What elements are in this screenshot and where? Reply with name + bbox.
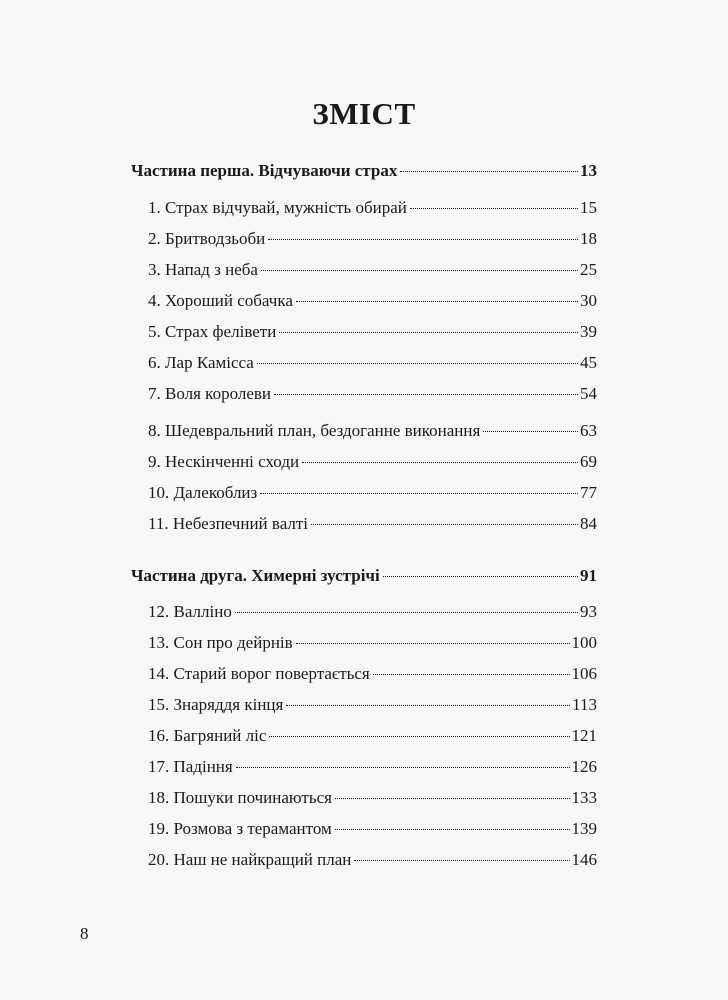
toc-entry-label: 11. Небезпечний валті	[148, 514, 309, 533]
toc-entry-label: 9. Нескінченні сходи	[148, 452, 300, 471]
toc-page-number: 91	[580, 566, 597, 585]
toc-entry	[148, 725, 597, 747]
toc-part-label: Частина перша. Відчуваючи страх	[131, 161, 398, 180]
toc-entry	[148, 197, 597, 219]
toc-entry	[148, 694, 597, 716]
toc-entry	[148, 321, 597, 343]
toc-entry	[148, 482, 597, 504]
toc-entry-label: 4. Хороший собачка	[148, 291, 293, 310]
dot-leader	[483, 431, 578, 432]
toc-page-number: 106	[571, 664, 597, 683]
dot-leader	[236, 767, 570, 768]
toc-page-number: 139	[571, 819, 597, 838]
toc-entry-label: 1. Страх відчувай, мужність обирай	[148, 198, 407, 217]
dot-leader	[274, 394, 578, 395]
page-title: ЗМІСТ	[312, 96, 416, 131]
toc-page-number: 13	[580, 161, 597, 180]
toc-entry-label: 19. Розмова з терамантом	[148, 819, 332, 838]
dot-leader	[383, 576, 578, 577]
toc-entry	[148, 352, 597, 374]
toc-part-label: Частина друга. Химерні зустрічі	[131, 566, 380, 585]
toc-entry-label: 17. Падіння	[148, 757, 233, 776]
dot-leader	[296, 643, 570, 644]
toc-entry	[148, 383, 597, 405]
dot-leader	[257, 363, 578, 364]
dot-leader	[410, 208, 578, 209]
toc-page-number: 100	[571, 633, 597, 652]
toc-entry	[148, 818, 597, 840]
dot-leader	[261, 270, 578, 271]
dot-leader	[268, 239, 578, 240]
toc-page-number: 146	[571, 850, 597, 869]
toc-entry-label: 18. Пошуки починаються	[148, 788, 332, 807]
toc-page-number: 133	[571, 788, 597, 807]
dot-leader	[400, 171, 578, 172]
toc-entry-label: 5. Страх фелівети	[148, 322, 277, 341]
toc-entry-label: 14. Старий ворог повертається	[148, 664, 370, 683]
toc-entry	[148, 451, 597, 473]
dot-leader	[335, 798, 570, 799]
toc-page-number: 15	[580, 198, 597, 217]
toc-entry	[148, 849, 597, 871]
toc-page-number: 77	[580, 483, 597, 502]
toc-entry-label: 7. Воля королеви	[148, 384, 271, 403]
toc-page-number: 45	[580, 353, 597, 372]
toc-page-number: 54	[580, 384, 597, 403]
dot-leader	[373, 674, 570, 675]
toc-entry-label: 20. Наш не найкращий план	[148, 850, 352, 869]
toc-part-2	[131, 565, 597, 587]
toc-entry-label: 10. Далекоблиз	[148, 483, 258, 502]
dot-leader	[302, 462, 578, 463]
dot-leader	[235, 612, 578, 613]
toc-entry-label: 16. Багряний ліс	[148, 726, 267, 745]
toc-entry-label: 8. Шедевральний план, бездоганне виконання	[148, 421, 481, 440]
toc-entry	[148, 290, 597, 312]
toc-entry-label: 6. Лар Камісса	[148, 353, 254, 372]
toc-page-number: 30	[580, 291, 597, 310]
toc-entry	[148, 513, 597, 535]
toc-entry	[148, 601, 597, 623]
toc-page-number: 113	[572, 695, 597, 714]
toc-entry	[148, 420, 597, 442]
dot-leader	[286, 705, 570, 706]
toc-page-number: 121	[571, 726, 597, 745]
toc-page-number: 126	[571, 757, 597, 776]
toc-entry-label: 15. Знаряддя кінця	[148, 695, 284, 714]
toc-entry	[148, 756, 597, 778]
dot-leader	[354, 860, 569, 861]
toc-entry	[148, 259, 597, 281]
toc-page-number: 69	[580, 452, 597, 471]
dot-leader	[296, 301, 578, 302]
toc-entry	[148, 228, 597, 250]
toc-entry-label: 13. Сон про дейрнів	[148, 633, 293, 652]
toc-entry	[148, 632, 597, 654]
page-number: 8	[80, 924, 89, 943]
toc-page-number: 93	[580, 602, 597, 621]
toc-entry-label: 12. Валліно	[148, 602, 232, 621]
dot-leader	[260, 493, 578, 494]
toc-page-number: 63	[580, 421, 597, 440]
dot-leader	[279, 332, 578, 333]
toc-entry	[148, 663, 597, 685]
dot-leader	[269, 736, 569, 737]
dot-leader	[311, 524, 578, 525]
dot-leader	[335, 829, 570, 830]
toc-page-number: 39	[580, 322, 597, 341]
toc-entry-label: 3. Напад з неба	[148, 260, 258, 279]
toc-page-number: 25	[580, 260, 597, 279]
toc-part-1	[131, 160, 597, 182]
toc-page-number: 18	[580, 229, 597, 248]
toc-page-number: 84	[580, 514, 597, 533]
toc-entry	[148, 787, 597, 809]
toc-entry-label: 2. Бритводзьоби	[148, 229, 266, 248]
